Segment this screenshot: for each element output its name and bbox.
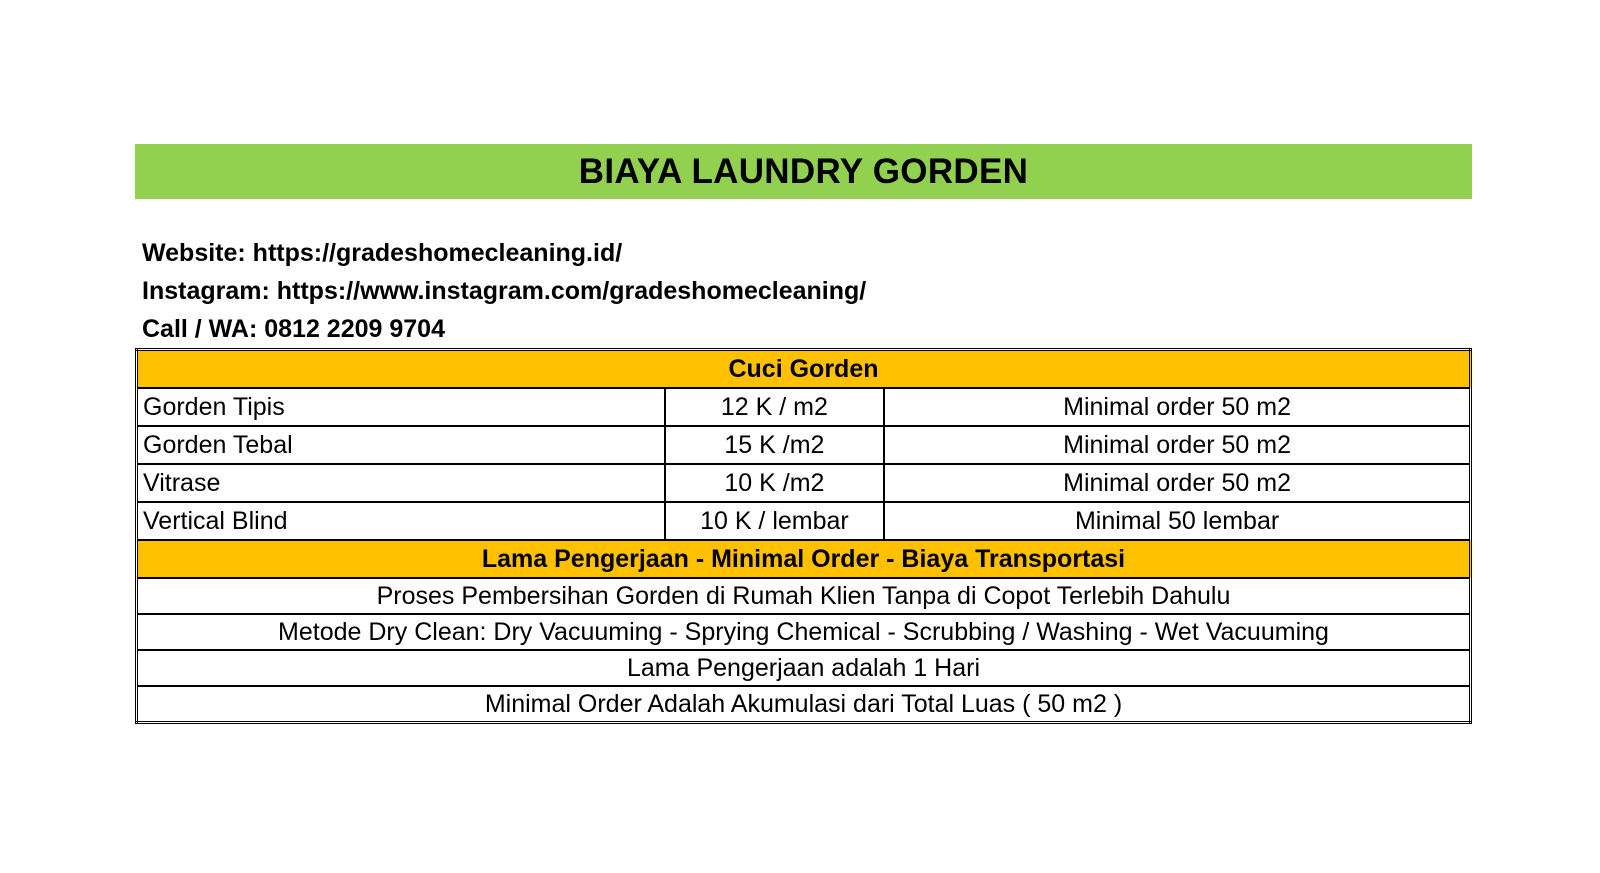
note-text: Lama Pengerjaan adalah 1 Hari <box>137 650 1471 686</box>
note-row <box>137 650 1471 686</box>
item-minimum: Minimal order 50 m2 <box>884 426 1470 464</box>
item-minimum: Minimal order 50 m2 <box>884 464 1470 502</box>
item-minimum: Minimal order 50 m2 <box>884 388 1470 426</box>
item-minimum: Minimal 50 lembar <box>884 502 1470 540</box>
section-header-details <box>137 540 1471 578</box>
website-line: Website: https://gradeshomecleaning.id/ <box>142 239 623 267</box>
call-line: Call / WA: 0812 2209 9704 <box>142 315 445 343</box>
item-name: Vitrase <box>137 464 665 502</box>
table-row <box>137 464 1471 502</box>
table-row <box>137 426 1471 464</box>
note-text: Minimal Order Adalah Akumulasi dari Total Luas ( 50 m2 ) <box>137 686 1471 723</box>
section-title: Lama Pengerjaan - Minimal Order - Biaya Transportasi <box>137 540 1471 578</box>
item-price: 12 K / m2 <box>665 388 884 426</box>
page-title: BIAYA LAUNDRY GORDEN <box>578 151 1029 191</box>
table-row <box>137 388 1471 426</box>
contact-info <box>142 234 866 348</box>
item-price: 10 K /m2 <box>665 464 884 502</box>
item-price: 10 K / lembar <box>665 502 884 540</box>
table-row <box>137 502 1471 540</box>
note-text: Metode Dry Clean: Dry Vacuuming - Sprying Chemical - Scrubbing / Washing - Wet Vacuuming <box>137 614 1471 650</box>
note-row <box>137 686 1471 723</box>
instagram-line: Instagram: https://www.instagram.com/gradeshomecleaning/ <box>142 277 867 305</box>
item-name: Gorden Tipis <box>137 388 665 426</box>
item-name: Vertical Blind <box>137 502 665 540</box>
section-header-cuci-gorden <box>137 350 1471 389</box>
note-text: Proses Pembersihan Gorden di Rumah Klien Tanpa di Copot Terlebih Dahulu <box>137 578 1471 614</box>
note-row <box>137 578 1471 614</box>
title-bar <box>135 144 1472 199</box>
price-table <box>135 348 1472 724</box>
item-name: Gorden Tebal <box>137 426 665 464</box>
item-price: 15 K /m2 <box>665 426 884 464</box>
note-row <box>137 614 1471 650</box>
section-title: Cuci Gorden <box>137 350 1471 389</box>
